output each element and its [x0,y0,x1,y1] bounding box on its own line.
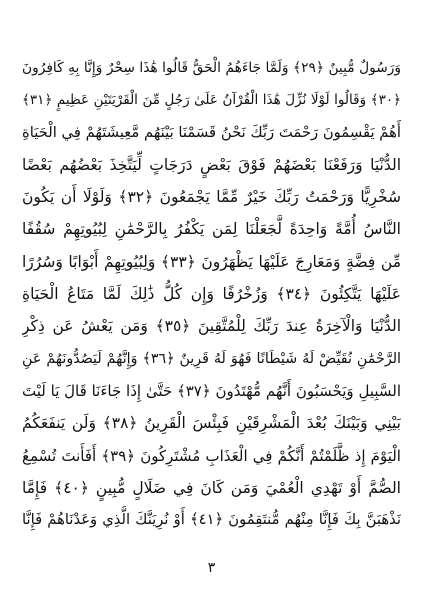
text-line: أَهُمْ يَقْسِمُونَ رَحْمَتَ رَبِّكَ نَحْنُ قَسَمْنَا بَيْنَهُم مَّعِيشَتَهُمْ فِي الْحَيَاةِ [22,123,401,141]
text-line: نَذْهَبَنَّ بِكَ فَإِنَّا مِنْهُم مُّنتَقِمُونَ ﴿٤١﴾ أَوْ نُرِيَنَّكَ الَّذِي وَعَدْنَاهُمْ فَإِنَّا [22,511,401,529]
text-line: وَرَسُولٌ مُّبِينٌ ﴿٢٩﴾ وَلَمَّا جَاءَهُمُ الْحَقُّ قَالُوا هَٰذَا سِحْرٌ وَإِنَّا بِهِ كَافِرُونَ [22,60,401,76]
text-line: مِّن فِضَّةٍ وَمَعَارِجَ عَلَيْهَا يَظْهَرُونَ ﴿٣٣﴾ وَلِبُيُوتِهِمْ أَبْوَابًا وَسُرُرًا [22,252,401,271]
text-line: عَلَيْهَا يَتَّكِئُونَ ﴿٣٤﴾ وَزُخْرُفًا وَإِن كُلُّ ذَٰلِكَ لَمَّا مَتَاعُ الْحَيَاةِ [22,285,401,304]
text-line: الرَّحْمَٰنِ نُقَيِّضْ لَهُ شَيْطَانًا فَهُوَ لَهُ قَرِينٌ ﴿٣٦﴾ وَإِنَّهُمْ لَيَصُدُّونَهُمْ عَنِ [22,350,401,367]
text-line: سُخْرِيًّا وَرَحْمَتُ رَبِّكَ خَيْرٌ مِّمَّا يَجْمَعُونَ ﴿٣٢﴾ وَلَوْلَا أَن يَكُونَ [22,188,401,207]
text-line: النَّاسُ أُمَّةً وَاحِدَةً لَّجَعَلْنَا لِمَن يَكْفُرُ بِالرَّحْمَٰنِ لِبُيُوتِهِمْ سُقُفًا [22,220,401,239]
text-line: بَيْنِي وَبَيْنَكَ بُعْدَ الْمَشْرِقَيْنِ فَبِئْسَ الْقَرِينُ ﴿٣٨﴾ وَلَن يَنفَعَكُمُ [22,414,401,433]
text-line: السَّبِيلِ وَيَحْسَبُونَ أَنَّهُم مُّهْتَدُونَ ﴿٣٧﴾ حَتَّىٰ إِذَا جَاءَنَا قَالَ يَا لَيْتَ [22,381,401,400]
text-line: الدُّنْيَا وَرَفَعْنَا بَعْضَهُمْ فَوْقَ بَعْضٍ دَرَجَاتٍ لِّيَتَّخِذَ بَعْضُهُم بَعْضًا [22,155,401,174]
text-line: الْيَوْمَ إِذ ظَّلَمْتُمْ أَنَّكُمْ فِي الْعَذَابِ مُشْتَرِكُونَ ﴿٣٩﴾ أَفَأَنتَ تُسْمِعُ [22,446,401,465]
page-number: ٣ [207,560,216,576]
text-line: الدُّنْيَا وَالْآخِرَةُ عِندَ رَبِّكَ لِلْمُتَّقِينَ ﴿٣٥﴾ وَمَن يَعْشُ عَن ذِكْرِ [22,317,401,336]
text-line: ﴿٣٠﴾ وَقَالُوا لَوْلَا نُزِّلَ هَٰذَا الْقُرْآنُ عَلَىٰ رَجُلٍ مِّنَ الْقَرْيَتَيْنِ عَظِيمٍ ﴿٣١﴾ [22,92,401,109]
text-line: الصُّمَّ أَوْ تَهْدِي الْعُمْيَ وَمَن كَانَ فِي ضَلَالٍ مُّبِينٍ ﴿٤٠﴾ فَإِمَّا [22,478,401,497]
quran-text-block [22,52,401,536]
